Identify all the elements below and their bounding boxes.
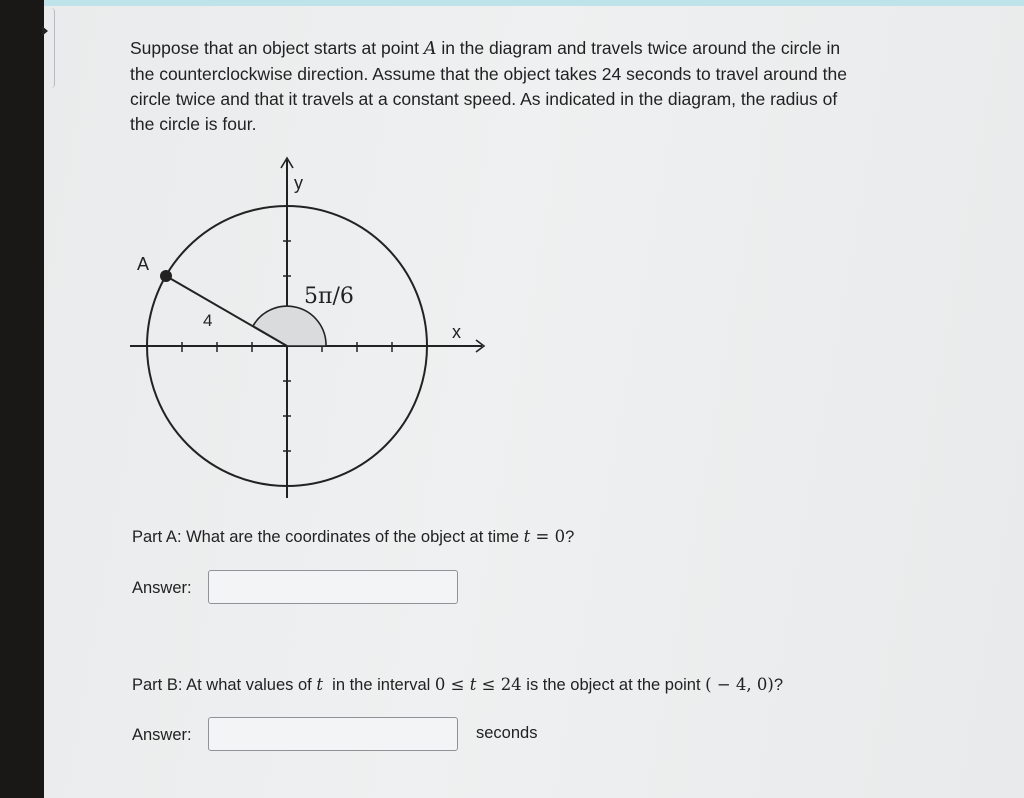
angle-arc — [253, 306, 326, 346]
x-axis-label: x — [452, 322, 461, 342]
problem-text: Suppose that an object starts at point — [130, 38, 424, 58]
part-b-answer-label: Answer: — [132, 726, 192, 744]
question-text: Part B: At what values of — [132, 676, 317, 694]
problem-line-4: the circle is four. — [130, 114, 257, 134]
problem-text: in the diagram and travels twice around the circle in — [436, 38, 841, 58]
part-a-question — [132, 527, 574, 547]
t-variable: t — [469, 675, 477, 694]
question-text: Part A: What are the coordinates of the object at time — [132, 528, 524, 546]
part-b-answer-input[interactable] — [208, 717, 458, 751]
problem-line-3: circle twice and that it travels at a constant speed. As indicated in the diagram, the radius of — [130, 89, 838, 109]
t-variable: t — [316, 675, 323, 694]
question-text: is the object at the point — [521, 676, 706, 694]
interval-lower: 0 — [434, 675, 446, 694]
equals-sign: = — [530, 527, 555, 546]
part-a-answer-label: Answer: — [132, 579, 192, 597]
y-axis-label: y — [294, 173, 303, 193]
angle-label: 5π/6 — [304, 284, 354, 309]
point-a-dot — [160, 270, 172, 282]
question-text: in the interval — [323, 676, 435, 694]
question-mark: ? — [565, 528, 575, 546]
less-equal-sign: ≤ — [476, 675, 501, 694]
seconds-unit-label: seconds — [476, 724, 538, 742]
t-variable: t — [523, 527, 531, 546]
less-equal-sign: ≤ — [445, 675, 470, 694]
point-a-label: A — [137, 254, 150, 274]
question-mark: ? — [773, 676, 784, 694]
point-variable: A — [423, 39, 437, 59]
interval-upper: 24 — [500, 675, 522, 694]
zero-value: 0 — [554, 527, 566, 546]
part-a-answer-input[interactable] — [208, 570, 458, 604]
radius-label: 4 — [203, 311, 213, 330]
target-point: ( − 4, 0) — [705, 675, 774, 694]
problem-line-2: the counterclockwise direction. Assume that the object takes 24 seconds to travel around the — [130, 64, 847, 84]
part-b-question — [132, 675, 783, 695]
